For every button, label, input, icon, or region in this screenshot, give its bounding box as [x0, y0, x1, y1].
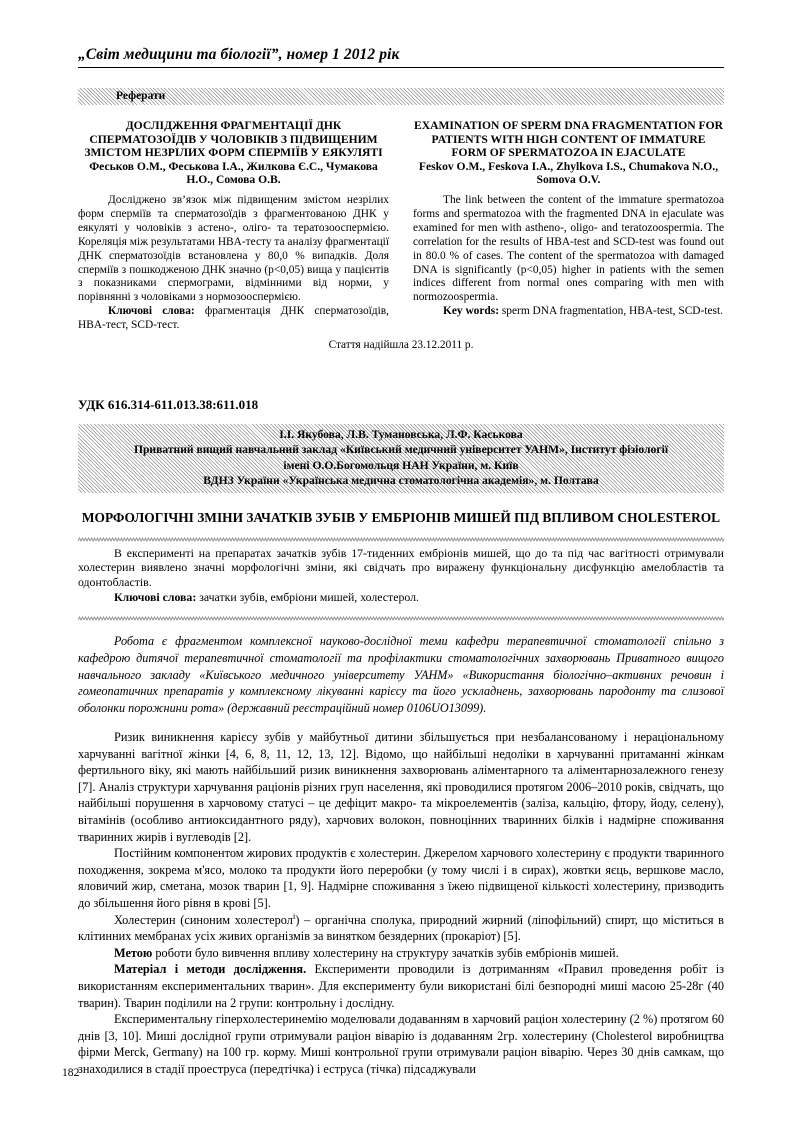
funding-note: Робота є фрагментом комплексної науково-дослідної теми кафедри терапевтичної стоматології спільно з кафедрою дитячої терапевтичної стоматології та профілактики стоматологічних захворювань Приватного вищого навчального закладу «Київського медичного університету УАНМ» «Використання біологічно–активних речовин і гомеопатичних препаратів у комплексному лікуванні карієсу та його ускладнень, захворювань пародонту та слизової оболонки порожнини рота» (державний реєстраційний номер 0106UO13099). — [78, 634, 724, 716]
abstract-columns — [78, 119, 724, 333]
running-head: „Світ медицини та біології”, номер 1 2012 рік — [78, 46, 400, 63]
abstract-column-ukrainian — [78, 119, 389, 333]
affiliation-line-1: Приватний вищий навчальний заклад «Київський медичний університет УАНМ», Інститут фізіології — [133, 443, 669, 457]
abstract-body-ua: Досліджено зв’язок між підвищеним змістом незрілих форм сперміїв та сперматозоїдів з фрагментованою ДНК у еякуляті у чоловіків з астено-, оліго- та тератозооспермією. Кореляція між результатами HBA-тесту та аналізу фрагментації ДНК сперматозоїдів встановлена у 80,0 % випадків. Доля сперміїв з пошкодженою ДНК значно (p<0,05) вища у пацієнтів з показниками спермограми, відмінними від норми, у порівнянні з чоловіками з нормозооспермією. — [78, 193, 390, 304]
page-content — [78, 0, 724, 1077]
section-rubric-bar — [78, 88, 724, 105]
body-paragraph — [78, 961, 724, 1011]
page-number: 182 — [62, 1066, 80, 1079]
received-date: Стаття надійшла 23.12.2011 р. — [328, 339, 474, 352]
wave-separator-top — [78, 537, 724, 542]
abstract-authors-ua: Феськов О.М., Феськова І.А., Жилкова Є.С., Чумакова Н.О., Сомова О.В. — [89, 159, 378, 187]
article-keywords-text: зачатки зубів, ембріони мишей, холестерол. — [196, 590, 419, 605]
paragraph-text: Ризик виникнення карієсу зубів у майбутньої дитини збільшується при незбалансованому і нераціональному харчуванні вагітної жінки [4, 6, 8, 11, 12, 13, 12]. Відомо, що найбільші недоліки в харчуванні притаманні жінкам фертильного віку, які мають найбільший ризик виникнення захворювань аліментарного та аліментарнозалежного генезу [7]. Аналіз структури харчування раціонів різних груп населення, які проводилися протягом 2006–2010 років, свідчать, що найбільші порушення в харчовому статусі – це дефіцит макро- та мікроелементів (заліза, кальцію, фтору, йоду, селену), вітамінів (особливо антиоксидантного ряду), харчових волокон, повноцінних тваринних білків і надмірне споживання тваринних жирів і вуглеводів [2]. — [78, 730, 724, 844]
paragraph-text: Холестерин (синоним холестерол$^і$) – органічна сполука, природний жирний (ліпофільний) спирт, що міститься в клітинних мембранах усіх живих організмів за винятком безядерних (прокаріот) [5]. — [78, 910, 724, 944]
header-rule — [78, 67, 724, 68]
body-paragraph — [78, 729, 724, 845]
wave-separator-bottom — [78, 616, 724, 621]
author-affiliation-block — [78, 424, 724, 493]
article-abstract-ua: В експерименті на препаратах зачатків зубів 17-тиденних ембріонів мишей, що до та під час вагітності отримували холестерин виявлено значні морфологічні зміни, які свідчать про виражену функціональну дисфункцію амелобластів та одонтобластів. — [78, 545, 724, 589]
paragraph-text: Постійним компонентом жирових продуктів є холестерин. Джерелом харчового холестерину є продукти тваринного походження, зокрема м'ясо, молоко та продукти його переробки (у тому числі і в сирах), жовтки яєць, вершкове масло, яловичий жир, сметана, мозок тварин [1, 9]. Надмірне споживання з їжею підвищеної кількості холестерину, призводить до збільшення його рівня в крові [5]. — [78, 846, 724, 910]
affiliation-line-3: ВДНЗ України «Українська медична стоматологічна академія», м. Полтава — [203, 474, 599, 488]
paragraph-text: Експериментальну гіперхолестеринемію моделювали додаванням в харчовий раціон холестерину (2 %) протягом 60 днів [3, 10]. Миші дослідної групи отримували раціон віварію із додаванням 2гр. холестерину (Cholesterol виробництва фірми Merck, Germany) на 100 гр. корму. Миші контрольної групи отримували раціон віварію. Через 30 днів самкам, що знаходилися в стадії проеструса (передтічка) і еструса (тічка) підсаджували — [78, 1012, 724, 1076]
article-body — [78, 729, 724, 1077]
udc-code: УДК 616.314-611.013.38:611.018 — [78, 397, 259, 413]
abstract-keywords-ua — [78, 305, 389, 333]
body-paragraph — [78, 912, 724, 945]
keywords-text-ua: фрагментація ДНК сперматозоїдів, HBA-тест, SCD-тест. — [78, 305, 389, 332]
keywords-label-en: Key words: — [443, 305, 499, 318]
article-title: МОРФОЛОГІЧНІ ЗМІНИ ЗАЧАТКІВ ЗУБІВ У ЕМБРІОНІВ МИШЕЙ ПІД ВПЛИВОМ CHOLESTEROL — [81, 509, 721, 525]
paragraph-text: роботи було вивчення впливу холестерину на структуру зачатків зубів ембріонів мишей. — [152, 945, 619, 960]
body-paragraph — [78, 945, 724, 962]
keywords-text-en: sperm DNA fragmentation, HBA-test, SCD-test. — [499, 305, 723, 318]
affiliation-line-2: імені О.О.Богомольця НАН України, м. Київ — [283, 458, 519, 472]
paragraph-lead: Метою — [114, 945, 153, 960]
abstract-keywords-en — [413, 305, 724, 319]
article-authors: І.І. Якубова, Л.В. Тумановська, Л.Ф. Каськова — [279, 428, 523, 442]
abstract-column-english — [413, 119, 724, 333]
body-paragraph — [78, 845, 724, 911]
section-rubric-label: Реферати — [116, 90, 166, 102]
abstract-title-en: EXAMINATION OF SPERM DNA FRAGMENTATION FOR PATIENTS WITH HIGH CONTENT OF IMMATURE FORM OF SPERMATOZOA IN EJACULATE — [413, 119, 724, 160]
paragraph-text: Експерименти проводили із дотриманням «Правил проведення робіт із використанням експериментальних тварин». Для експерименту були використані білі безпородні миші масою 25-28г (40 тварин). Тварин поділили на 2 групи: контрольну і дослідну. — [78, 962, 724, 1010]
abstract-authors-en: Feskov O.M., Feskova I.A., Zhylkova I.S., Chumakova N.O., Somova O.V. — [418, 159, 719, 187]
abstract-title-ua: ДОСЛІДЖЕННЯ ФРАГМЕНТАЦІЇ ДНК СПЕРМАТОЗОЇДІВ У ЧОЛОВІКІВ З ПІДВИЩЕНИМ ЗМІСТОМ НЕЗРІЛИХ ФОРМ СПЕРМІЇВ У ЕЯКУЛЯТІ — [84, 119, 383, 160]
body-paragraph — [78, 1011, 724, 1077]
paragraph-lead: Матеріал і методи дослідження. — [114, 962, 307, 977]
keywords-label-ua: Ключові слова: — [108, 305, 195, 318]
abstract-body-en: The link between the content of the immature spermatozoa forms and spermatozoa with the fragmented DNA in ejaculate was examined for men with astheno-, oligo- and teratozoospermia. The correlation for the results of HBA-test and SCD-test was found out in 80.0 % of cases. The content of the spermatozoa with damaged DNA is significantly (p<0,05) higher in patients with the semen indices different from normal ones comparing with men with normozoospermia. — [413, 193, 724, 304]
article-keywords-label: Ключові слова: — [114, 590, 197, 605]
article-keywords-ua — [78, 590, 724, 605]
